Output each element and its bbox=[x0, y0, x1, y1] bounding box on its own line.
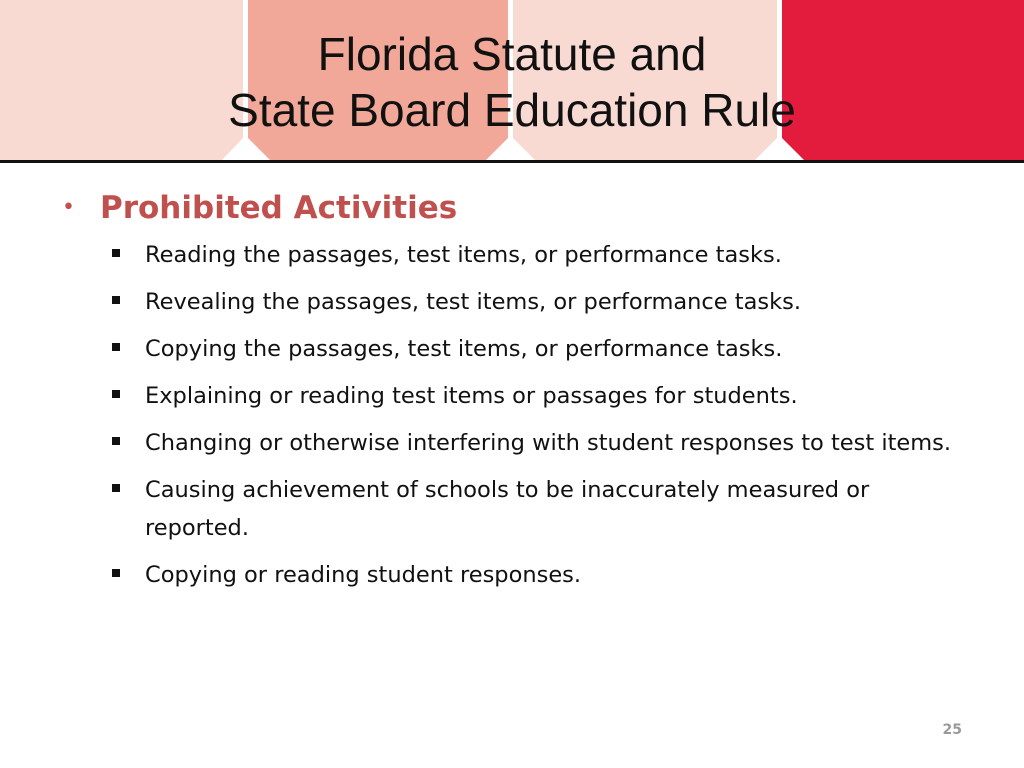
list-item bbox=[62, 471, 955, 547]
title-line-2: State Board Education Rule bbox=[228, 84, 796, 136]
square-bullet-icon bbox=[112, 343, 120, 351]
slide-title bbox=[0, 26, 1024, 138]
bullet-dot-icon: • bbox=[62, 195, 75, 220]
square-bullet-icon bbox=[112, 390, 120, 398]
slide-body bbox=[62, 186, 962, 603]
list-item bbox=[62, 330, 955, 368]
square-bullet-icon bbox=[112, 569, 120, 577]
list-item bbox=[62, 236, 955, 274]
list-item-text: Changing or otherwise interfering with student responses to test items. bbox=[145, 430, 952, 456]
list-item-text: Causing achievement of schools to be inaccurately measured or reported. bbox=[145, 477, 870, 541]
list-item-text: Copying the passages, test items, or performance tasks. bbox=[145, 336, 783, 362]
square-bullet-icon bbox=[112, 249, 120, 257]
page-number: 25 bbox=[942, 722, 962, 738]
list-item-text: Explaining or reading test items or passages for students. bbox=[145, 383, 798, 409]
list-item-text: Revealing the passages, test items, or performance tasks. bbox=[145, 289, 802, 315]
square-bullet-icon bbox=[112, 484, 120, 492]
prohibited-activities-list bbox=[62, 236, 962, 594]
prohibited-activities-heading bbox=[62, 186, 962, 230]
square-bullet-icon bbox=[112, 437, 120, 445]
list-item bbox=[62, 424, 955, 462]
list-item bbox=[62, 556, 955, 594]
list-item-text: Reading the passages, test items, or performance tasks. bbox=[145, 242, 782, 268]
list-item bbox=[62, 377, 955, 415]
square-bullet-icon bbox=[112, 296, 120, 304]
title-line-1: Florida Statute and bbox=[317, 28, 707, 80]
heading-text: Prohibited Activities bbox=[100, 190, 458, 226]
header-divider bbox=[0, 160, 1024, 163]
list-item-text: Copying or reading student responses. bbox=[145, 562, 582, 588]
list-item bbox=[62, 283, 955, 321]
